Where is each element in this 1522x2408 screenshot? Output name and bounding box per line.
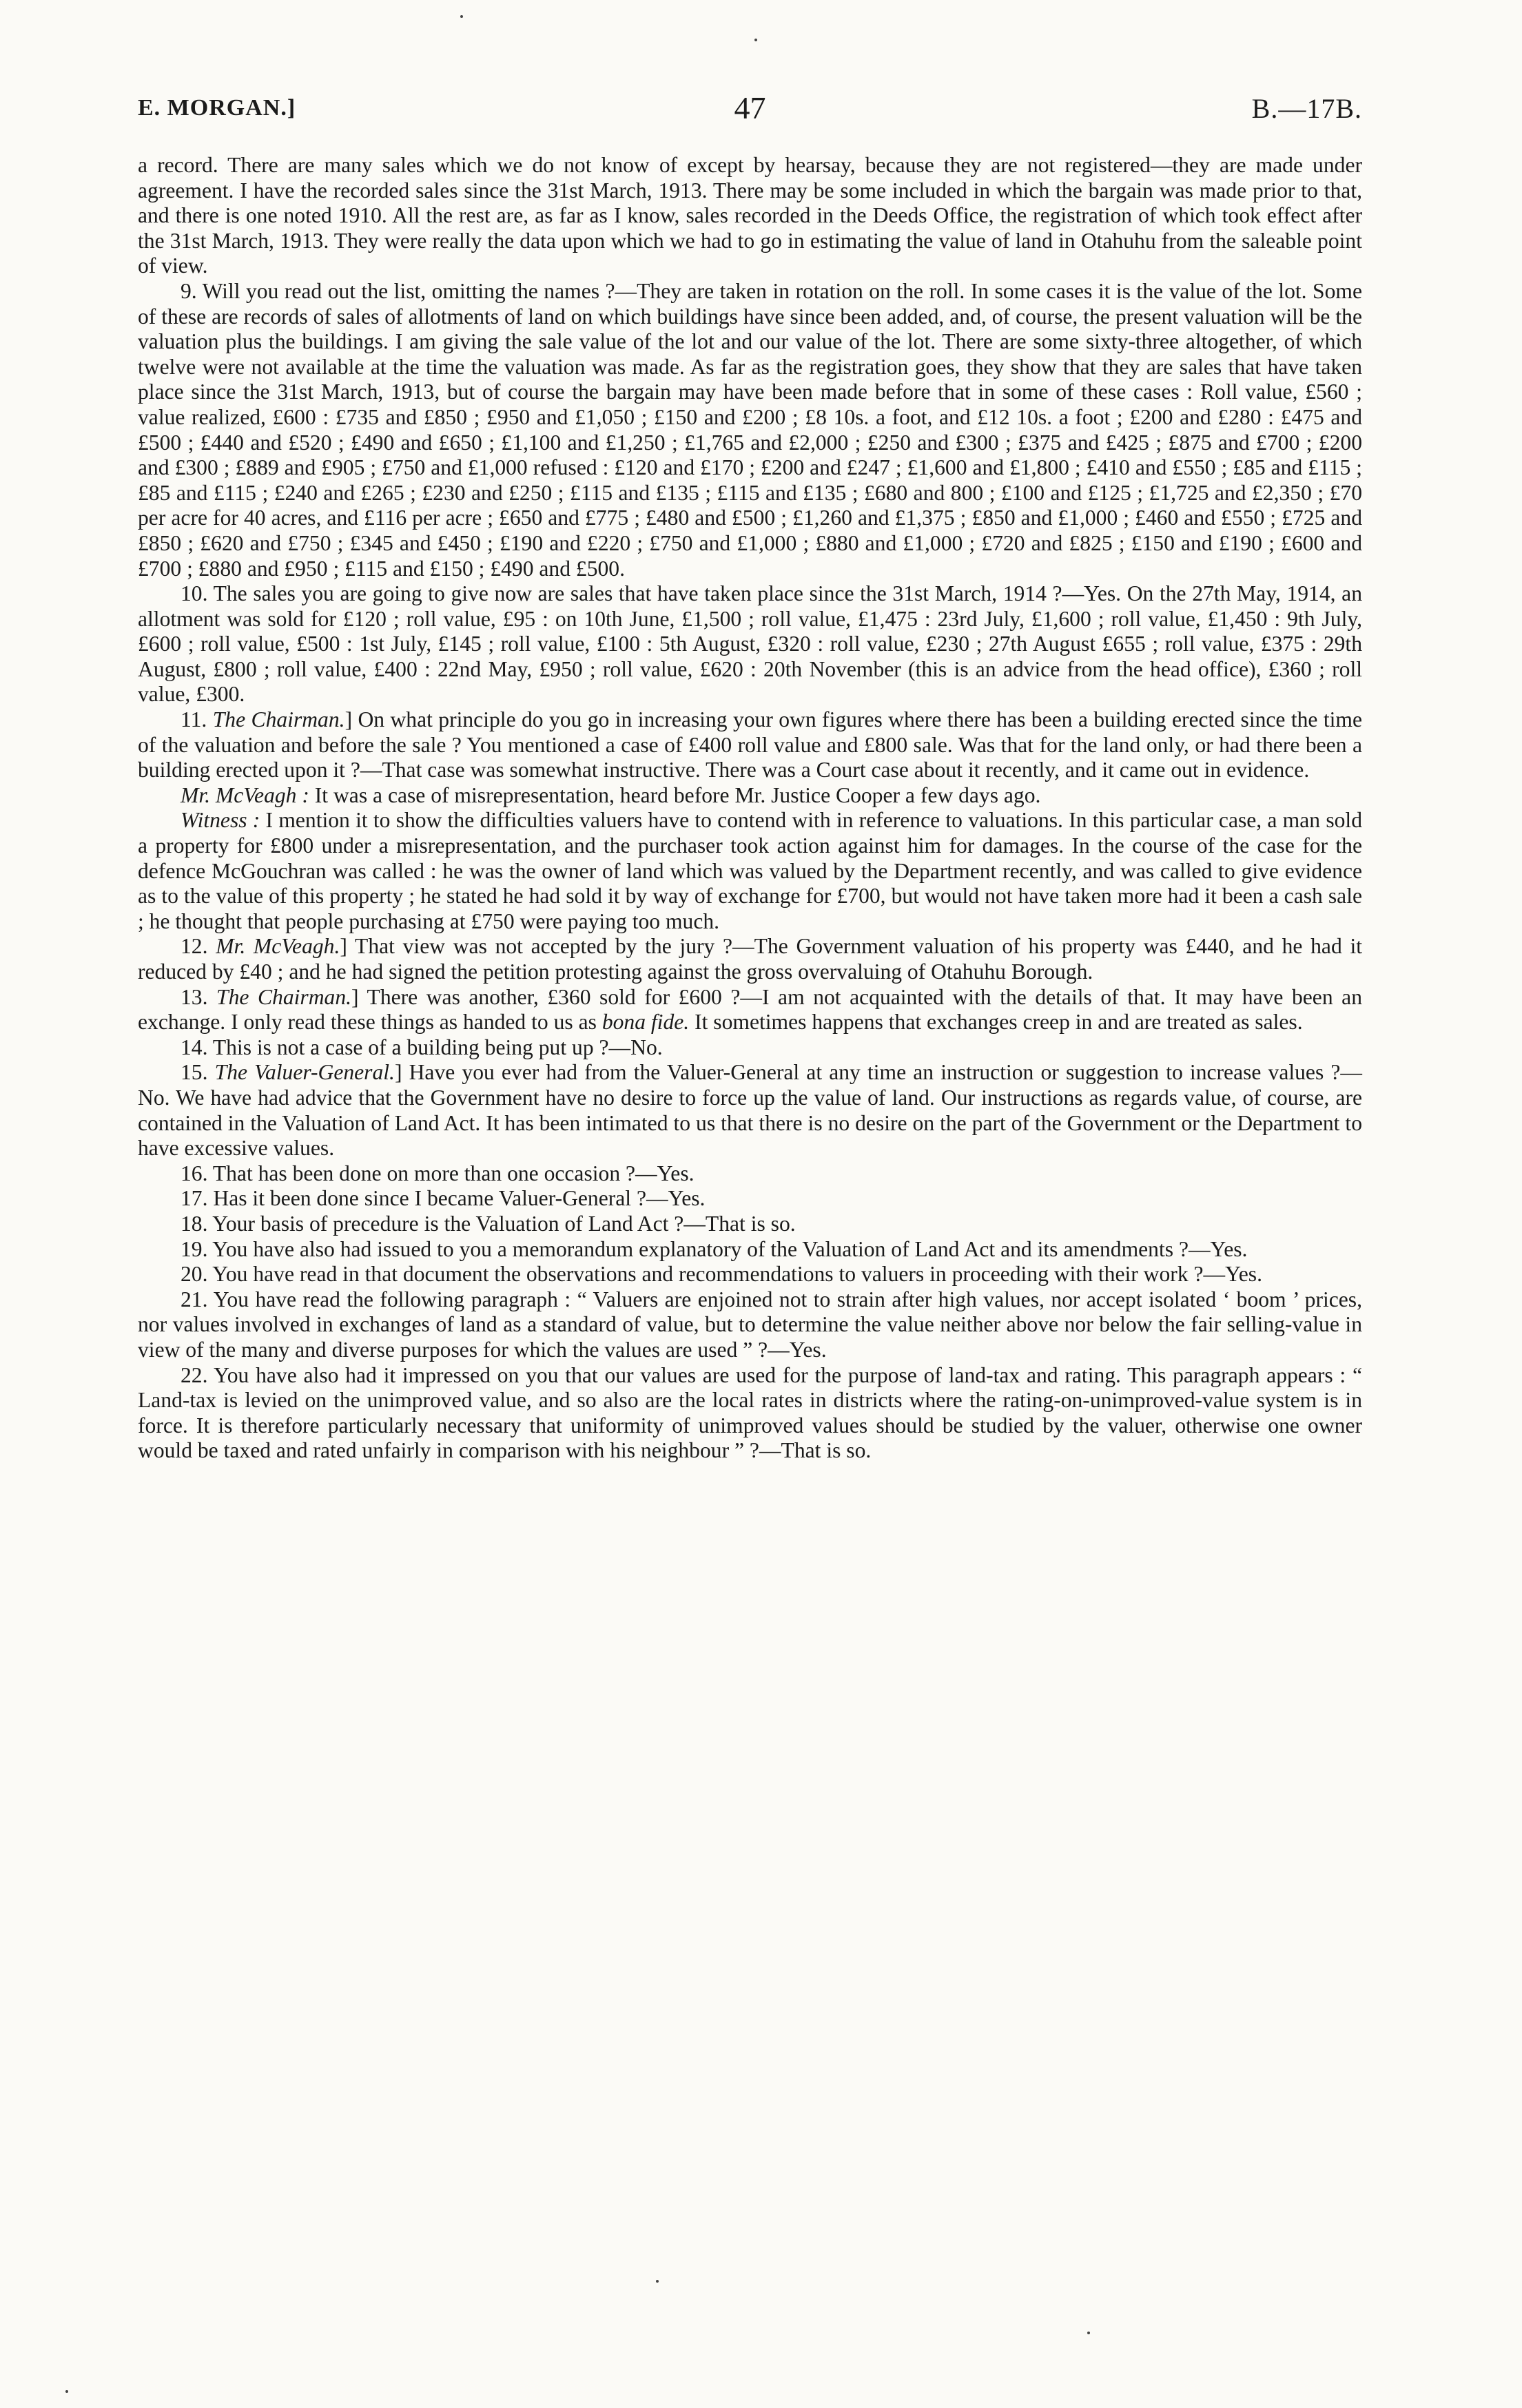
paragraph: 18. Your basis of precedure is the Valuation of Land Act ?—That is so.	[181, 1211, 796, 1236]
paragraph: a record. There are many sales which we do not know of except by hearsay, because they are not registered—they are made under agreement. I have the recorded sales since the 31st March, 1913. There may be some included in which the bargain was made prior to that, and there is one noted 1910. All the rest are, as far as I know, sales recorded in the Deeds Office, the registration of which took effect after the 31st March, 1913. They were really the data upon which we had to go in estimating the value of land in Otahuhu from the saleable point of view.	[138, 153, 1362, 278]
header-paper-reference: B.—17B.	[1251, 93, 1362, 124]
paragraph: 9. Will you read out the list, omitting the names ?—They are taken in rotation on the roll. In some cases it is the value of the lot. Some of these are records of sales of allotments of land on which buildings have since been added, and, of course, the present valuation will be the valuation plus the buildings. I am giving the sale value of the lot and our value of the lot. There are some sixty-three altogether, of which twelve were not available at the time the valuation was made. As far as the registration goes, they show that they are sales that have taken place since the 31st March, 1913, but of course the bargain may have been made before that in some of these cases : Roll value, £560 ; value realized, £600 : £735 and £850 ; £950 and £1,050 ; £150 and £200 ; £8 10s. a foot, and £12 10s. a foot ; £200 and £280 : £475 and £500 ; £440 and £520 ; £490 and £650 ; £1,100 and £1,250 ; £1,765 and £2,000 ; £250 and £300 ; £375 and £425 ; £875 and £700 ; £200 and £300 ; £889 and £905 ; £750 and £1,000 refused : £120 and £170 ; £200 and £247 ; £1,600 and £1,800 ; £410 and £550 ; £85 and £115 ; £85 and £115 ; £240 and £265 ; £230 and £250 ; £115 and £135 ; £115 and £135 ; £680 and 800 ; £100 and £125 ; £1,725 and £2,350 ; £70 per acre for 40 acres, and £116 per acre ; £650 and £775 ; £480 and £500 ; £1,260 and £1,375 ; £850 and £1,000 ; £460 and £550 ; £725 and £850 ; £620 and £750 ; £345 and £450 ; £190 and £220 ; £750 and £1,000 ; £880 and £1,000 ; £720 and £825 ; £150 and £190 ; £600 and £700 ; £880 and £950 ; £115 and £150 ; £490 and £500.	[138, 278, 1362, 581]
speaker-name: The Valuer-General.	[214, 1060, 395, 1085]
paragraph: 15. The Valuer-General.] Have you ever had from the Valuer-General at any time an instruction or suggestion to increase values ?—No. We have had advice that the Government have no desire to force up the value of land. Our instructions as regards value, of course, are contained in the Valuation of Land Act. It has been intimated to us that there is no desire on the part of the Government or the Department to have excessive values.	[138, 1060, 1362, 1161]
paper-speck	[754, 39, 757, 41]
document-body	[138, 153, 1362, 1464]
italic-phrase: bona fide.	[601, 1010, 690, 1035]
paragraph: 17. Has it been done since I became Valuer-General ?—Yes.	[181, 1186, 706, 1211]
speaker-name: Mr. McVeagh.	[216, 934, 340, 959]
paragraph: 21. You have read the following paragraph : “ Valuers are enjoined not to strain after high values, nor accept isolated ‘ boom ’ prices, nor values involved in exchanges of land as a standard of value, but to determine the value neither above nor below the fair selling-value in view of the many and diverse purposes for which the values are used ” ?—Yes.	[138, 1287, 1362, 1362]
paper-speck	[65, 2390, 68, 2393]
page-number: 47	[734, 90, 766, 125]
paragraph: Mr. McVeagh : It was a case of misrepresentation, heard before Mr. Justice Cooper a few days ago.	[181, 782, 1041, 807]
header-witness-name: E. MORGAN.]	[138, 95, 296, 121]
paper-speck	[656, 2280, 659, 2283]
paragraph: 20. You have read in that document the observations and recommendations to valuers in proceeding with their work ?—Yes.	[181, 1262, 1262, 1287]
paragraph: 10. The sales you are going to give now are sales that have taken place since the 31st March, 1914 ?—Yes. On the 27th May, 1914, an allotment was sold for £120 ; roll value, £95 : on 10th June, £1,500 ; roll value, £1,475 : 23rd July, £1,600 ; roll value, £1,450 : 9th July, £600 ; roll value, £500 : 1st July, £145 ; roll value, £100 : 5th August, £320 : roll value, £230 ; 27th August £655 ; roll value, £375 : 29th August, £800 ; roll value, £400 : 22nd May, £950 ; roll value, £620 : 20th November (this is an advice from the head office), £360 ; roll value, £300.	[138, 581, 1362, 707]
speaker-name: The Chairman.	[216, 984, 352, 1009]
running-header	[138, 90, 1362, 131]
paper-speck	[1087, 2332, 1090, 2334]
paragraph: 13. The Chairman.] There was another, £360 sold for £600 ?—I am not acquainted with the details of that. It may have been an exchange. I only read these things as handed to us as bona fide. It sometimes happens that exchanges creep in and are treated as sales.	[138, 984, 1362, 1035]
paragraph: 11. The Chairman.] On what principle do you go in increasing your own figures where there has been a building erected since the time of the valuation and before the sale ? You mentioned a case of £400 roll value and £800 sale. Was that for the land only, or had there been a building erected upon it ?—That case was somewhat instructive. There was a Court case about it recently, and it came out in evidence.	[138, 707, 1362, 782]
paragraph: 12. Mr. McVeagh.] That view was not accepted by the jury ?—The Government valuation of his property was £440, and he had it reduced by £40 ; and he had signed the petition protesting against the gross overvaluing of Otahuhu Borough.	[138, 934, 1363, 984]
paragraph: 14. This is not a case of a building being put up ?—No.	[181, 1035, 663, 1059]
speaker-name: The Chairman.	[212, 707, 345, 732]
paragraph: 19. You have also had issued to you a memorandum explanatory of the Valuation of Land Act and its amendments ?—Yes.	[181, 1236, 1248, 1261]
paragraph: 22. You have also had it impressed on you that our values are used for the purpose of land-tax and rating. This paragraph appears : “ Land-tax is levied on the unimproved value, and so also are the local rates in districts where the rating-on-unimproved-value system is in force. It is therefore particularly necessary that uniformity of unimproved values should be studied by the valuer, otherwise one owner would be taxed and rated unfairly in comparison with his neighbour ” ?—That is so.	[138, 1362, 1362, 1463]
speaker-name: Mr. McVeagh :	[181, 782, 309, 807]
speaker-name: Witness :	[181, 808, 260, 833]
paragraph: Witness : I mention it to show the difficulties valuers have to contend with in reference to valuations. In this particular case, a man sold a property for £800 under a misrepresentation, and the purchaser took action against him for damages. In the course of the case for the defence McGouchran was called : he was the owner of land which was valued by the Department recently, and was called to give evidence as to the value of this property ; he stated he had sold it by way of exchange for £700, but would not have taken more had it been a cash sale ; he thought that people purchasing at £750 were paying too much.	[138, 808, 1362, 933]
paper-speck	[460, 15, 463, 18]
paragraph: 16. That has been done on more than one occasion ?—Yes.	[181, 1161, 695, 1185]
